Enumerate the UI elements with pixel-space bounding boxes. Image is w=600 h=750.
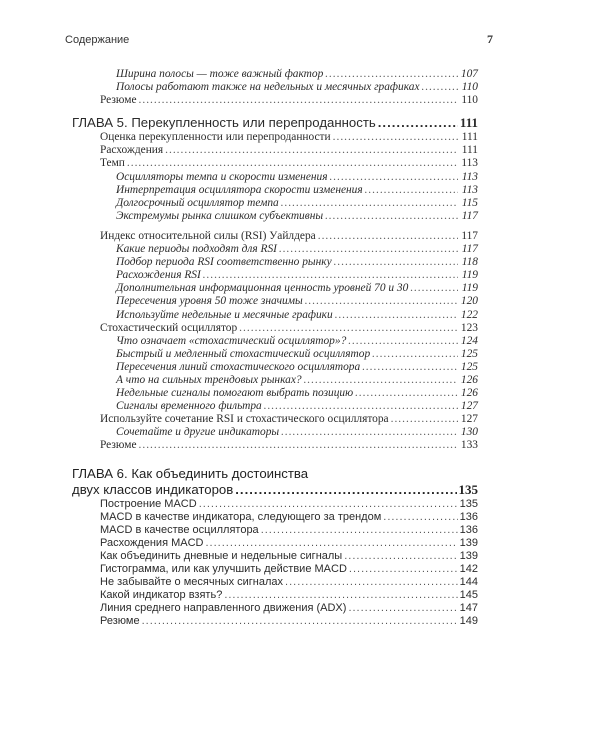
toc-entry-page: 122 — [460, 308, 478, 321]
toc-entry-title: Не забывайте о месячных сигналах — [100, 576, 284, 589]
toc-entry-page: 123 — [460, 321, 478, 334]
leader-dots — [304, 374, 458, 387]
leader-dots — [349, 563, 458, 576]
toc-entry[interactable] — [72, 400, 478, 413]
leader-dots — [305, 295, 458, 308]
toc-entry[interactable] — [72, 243, 478, 256]
leader-dots — [383, 511, 457, 524]
leader-dots — [318, 230, 458, 243]
leader-dots — [139, 94, 458, 107]
toc-entry-page: 144 — [459, 576, 478, 589]
leader-dots — [325, 68, 458, 81]
toc-entry-title: Линия среднего направленного движения (ADX) — [100, 602, 347, 615]
toc-entry-page: 111 — [461, 131, 478, 144]
leader-dots — [285, 576, 458, 589]
table-of-contents — [72, 68, 478, 628]
toc-entry-title: Используйте сочетание RSI и стохастического осциллятора — [100, 413, 389, 426]
leader-dots — [199, 498, 458, 511]
leader-dots — [333, 131, 458, 144]
toc-entry-title: Дополнительная информационная ценность уровней 70 и 30 — [116, 282, 409, 295]
toc-entry-title: Стохастический осциллятор — [100, 321, 238, 334]
toc-entry-page: 125 — [460, 360, 478, 373]
leader-dots — [344, 550, 457, 563]
toc-entry-page: 110 — [461, 81, 478, 94]
toc-entry[interactable] — [72, 413, 478, 426]
leader-dots — [264, 400, 458, 413]
toc-entry[interactable] — [72, 589, 478, 602]
leader-dots — [281, 426, 458, 439]
leader-dots — [203, 269, 458, 282]
toc-entry-title: Расхождения RSI — [116, 269, 201, 282]
toc-entry-page: 139 — [459, 536, 478, 549]
toc-entry[interactable] — [72, 269, 478, 282]
toc-entry[interactable] — [72, 524, 478, 537]
toc-entry[interactable] — [72, 94, 478, 107]
toc-entry-page: 110 — [461, 94, 478, 107]
toc-entry[interactable] — [72, 230, 478, 243]
toc-entry-page: 119 — [461, 282, 478, 295]
toc-entry[interactable] — [72, 439, 478, 452]
toc-entry[interactable] — [72, 563, 478, 576]
toc-entry-title: Пересечения уровня 50 тоже значимы — [116, 295, 303, 308]
toc-entry-title: Ширина полосы — тоже важный фактор — [116, 68, 324, 80]
header-page-number: 7 — [487, 32, 493, 46]
toc-entry[interactable] — [72, 335, 478, 348]
toc-entry[interactable] — [72, 511, 478, 524]
leader-dots — [348, 602, 457, 615]
toc-entry-page: 126 — [460, 373, 478, 386]
toc-entry[interactable] — [72, 309, 478, 322]
toc-entry-page: 136 — [459, 510, 478, 523]
chapter-5-entries — [72, 131, 478, 452]
toc-entry-title: Пересечения линий стохастического осциллятора — [116, 360, 361, 373]
leader-dots — [279, 243, 458, 256]
toc-entry-page: 135 — [459, 497, 478, 510]
toc-entry[interactable] — [72, 387, 478, 400]
toc-entry-page: 119 — [461, 269, 478, 282]
toc-entry-title: Резюме — [100, 94, 137, 107]
toc-entry[interactable] — [72, 184, 478, 197]
toc-entry-page: 147 — [459, 602, 478, 615]
toc-entry[interactable] — [72, 537, 478, 550]
toc-entry-title: Интерпретация осциллятора скорости изменения — [116, 183, 363, 196]
toc-entry-title: Расхождения MACD — [100, 536, 204, 549]
toc-entry-title: Построение MACD — [100, 497, 197, 510]
toc-entry-title: Резюме — [100, 615, 140, 628]
toc-entry-title: А что на сильных трендовых рынках? — [116, 373, 302, 386]
toc-entry[interactable] — [72, 157, 478, 170]
toc-entry-page: 136 — [459, 523, 478, 536]
toc-entry[interactable] — [72, 498, 478, 511]
leader-dots — [391, 413, 458, 426]
leader-dots — [372, 348, 458, 361]
leader-dots — [142, 615, 458, 628]
toc-entry[interactable] — [72, 426, 478, 439]
leader-dots — [334, 256, 458, 269]
leader-dots — [325, 210, 458, 223]
toc-top-entries — [72, 68, 478, 107]
chapter-5-heading[interactable] — [72, 115, 478, 131]
toc-entry-page: 117 — [461, 209, 478, 222]
toc-entry[interactable] — [72, 322, 478, 335]
toc-entry-page: 113 — [461, 157, 478, 170]
toc-entry-page: 127 — [460, 413, 478, 426]
toc-entry-page: 149 — [459, 615, 478, 628]
toc-entry[interactable] — [72, 295, 478, 308]
leader-dots — [281, 197, 458, 210]
toc-entry-title: Оценка перекупленности или перепроданности — [100, 131, 331, 144]
toc-entry[interactable] — [72, 361, 478, 374]
toc-entry[interactable] — [72, 615, 478, 628]
running-header — [65, 32, 493, 47]
toc-entry-title: Гистограмма, или как улучшить действие MACD — [100, 563, 347, 575]
chapter-6-entries — [72, 498, 478, 629]
leader-dots — [165, 144, 458, 157]
toc-entry[interactable] — [72, 144, 478, 157]
leader-dots — [410, 282, 458, 295]
toc-entry[interactable] — [72, 210, 478, 223]
leader-dots — [362, 361, 458, 374]
toc-entry-title: Темп — [100, 157, 125, 170]
toc-entry[interactable] — [72, 348, 478, 361]
toc-entry-page: 126 — [460, 387, 478, 400]
leader-dots — [224, 589, 457, 602]
toc-entry-title: Недельные сигналы помогают выбрать позицию — [116, 387, 354, 400]
toc-entry[interactable] — [72, 81, 478, 94]
toc-entry[interactable] — [72, 256, 478, 269]
toc-entry[interactable] — [72, 550, 478, 563]
leader-dots — [139, 439, 458, 452]
toc-entry-page: 130 — [460, 426, 478, 439]
leader-dots — [330, 171, 458, 184]
toc-entry-title: Что означает «стохастический осциллятор»? — [116, 334, 347, 347]
chapter-6-title-line1: ГЛАВА 6. Как объединить достоинства — [72, 465, 309, 481]
toc-entry[interactable] — [72, 374, 478, 387]
chapter-6-page: 135 — [458, 481, 478, 497]
toc-entry-page: 120 — [460, 295, 478, 308]
toc-entry[interactable] — [72, 576, 478, 589]
leader-dots — [261, 524, 458, 537]
toc-entry-title: MACD в качестве индикатора, следующего за трендом — [100, 510, 382, 523]
chapter-5-page: 111 — [459, 115, 478, 131]
toc-entry-title: MACD в качестве осциллятора — [100, 523, 259, 536]
toc-entry-title: Индекс относительной силы (RSI) Уайлдера — [100, 229, 316, 242]
toc-entry-page: 117 — [461, 243, 478, 256]
toc-entry-title: Быстрый и медленный стохастический осциллятор — [116, 347, 371, 360]
toc-entry-title: Резюме — [100, 439, 137, 452]
toc-entry-page: 113 — [461, 183, 478, 196]
toc-entry[interactable] — [72, 197, 478, 210]
toc-entry-page: 117 — [461, 229, 478, 242]
toc-entry-title: Расхождения — [100, 144, 164, 157]
chapter-6-title-line2: двух классов индикаторов — [72, 481, 234, 497]
toc-entry-title: Осцилляторы темпа и скорости изменения — [116, 170, 328, 183]
toc-entry-page: 111 — [461, 144, 478, 157]
toc-entry-title: Экстремумы рынка слишком субъективны — [116, 209, 324, 222]
toc-entry-page: 113 — [461, 170, 478, 183]
chapter-5-title: ГЛАВА 5. Перекупленность или перепроданность — [72, 115, 376, 131]
leader-dots — [205, 537, 457, 550]
toc-entry-page: 107 — [460, 68, 478, 80]
toc-entry-title: Подбор периода RSI соответственно рынку — [116, 256, 332, 269]
chapter-6-heading[interactable] — [72, 466, 478, 498]
leader-dots — [335, 309, 458, 322]
leader-dots — [239, 322, 458, 335]
toc-entry-page: 145 — [459, 589, 478, 602]
toc-entry[interactable] — [72, 602, 478, 615]
toc-entry-page: 139 — [459, 549, 478, 562]
toc-entry-page: 125 — [460, 347, 478, 360]
leader-dots — [365, 184, 458, 197]
toc-entry[interactable] — [72, 131, 478, 144]
toc-entry-page: 118 — [461, 256, 478, 269]
toc-entry-title: Используйте недельные и месячные графики — [116, 308, 333, 321]
toc-entry-page: 124 — [460, 334, 478, 347]
toc-entry-page: 115 — [461, 196, 478, 209]
toc-entry-title: Сочетайте и другие индикаторы — [116, 426, 280, 439]
toc-entry-page: 142 — [459, 563, 478, 575]
leader-dots — [422, 81, 458, 94]
toc-entry-page: 133 — [460, 439, 478, 452]
toc-entry-page: 127 — [460, 400, 478, 413]
leader-dots — [355, 387, 458, 400]
toc-entry-title: Долгосрочный осциллятор темпа — [116, 196, 279, 209]
leader-dots — [127, 157, 458, 170]
toc-entry-title: Какой индикатор взять? — [100, 589, 223, 602]
leader-dots — [348, 335, 458, 348]
toc-entry-title: Полосы работают также на недельных и месячных графиках — [116, 81, 420, 94]
toc-entry[interactable] — [72, 68, 478, 81]
header-section-title: Содержание — [65, 34, 130, 46]
toc-entry-title: Сигналы временного фильтра — [116, 400, 262, 413]
toc-entry[interactable] — [72, 282, 478, 295]
toc-entry-title: Как объединить дневные и недельные сигналы — [100, 549, 343, 562]
toc-entry[interactable] — [72, 171, 478, 184]
toc-entry-title: Какие периоды подходят для RSI — [116, 243, 277, 256]
